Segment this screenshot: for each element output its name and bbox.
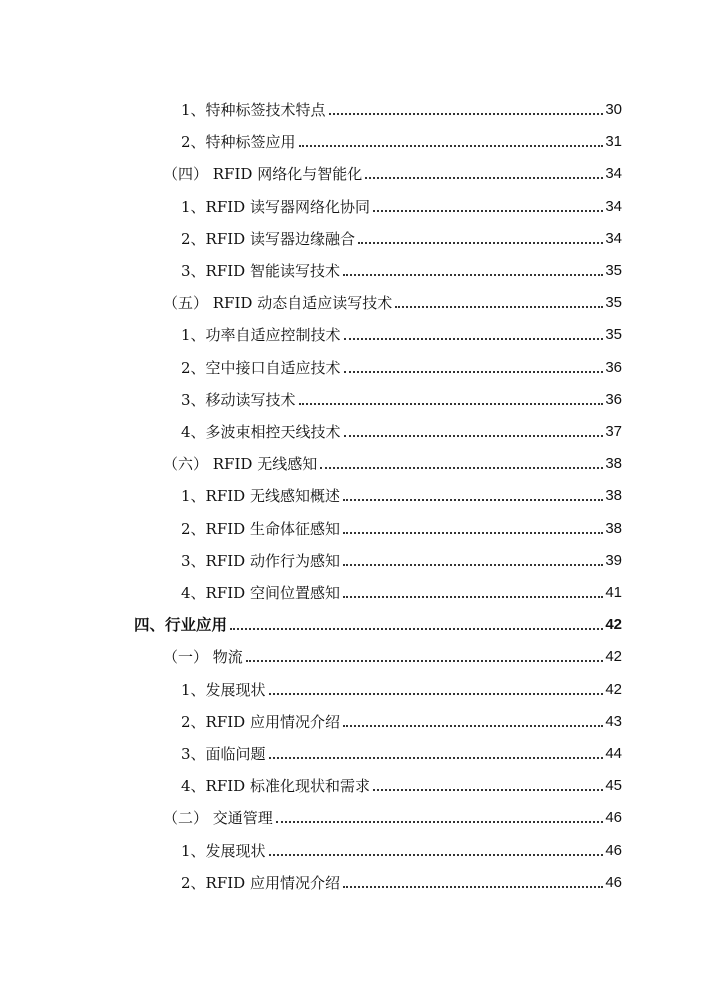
toc-entry-page-number: 38 <box>605 519 622 537</box>
toc-entry-label: 1、RFID 无线感知概述 <box>181 487 340 506</box>
toc-leader-dots <box>343 886 603 888</box>
toc-leader-dots <box>269 693 604 695</box>
toc-entry[interactable] <box>163 639 622 667</box>
toc-leader-dots <box>395 306 603 308</box>
toc-entry-label: 3、面临问题 <box>181 745 266 763</box>
toc-entry-label: （一） 物流 <box>163 648 243 667</box>
toc-entry-page-number: 36 <box>605 390 622 408</box>
toc-entry-label: 2、RFID 读写器边缘融合 <box>181 229 355 248</box>
toc-entry[interactable] <box>181 124 622 152</box>
toc-entry[interactable] <box>181 478 622 506</box>
toc-entry[interactable] <box>181 317 622 345</box>
toc-leader-dots <box>269 757 604 759</box>
toc-entry-label: 3、RFID 动作行为感知 <box>181 551 340 570</box>
toc-leader-dots <box>343 596 603 598</box>
toc-leader-dots <box>269 854 604 856</box>
toc-entry[interactable] <box>163 446 622 474</box>
toc-entry[interactable] <box>134 607 622 635</box>
toc-entry[interactable] <box>181 350 622 378</box>
toc-entry-label: 2、RFID 应用情况介绍 <box>181 712 340 731</box>
toc-leader-dots <box>343 499 603 501</box>
toc-entry-page-number: 44 <box>605 745 622 762</box>
toc-entry-label: 4、RFID 标准化现状和需求 <box>181 777 370 796</box>
toc-entry-page-number: 42 <box>605 680 622 698</box>
toc-leader-dots <box>246 660 604 662</box>
toc-leader-dots <box>343 532 603 534</box>
toc-entry-page-number: 38 <box>605 455 622 473</box>
toc-entry-label: （六） RFID 无线感知 <box>163 455 318 474</box>
toc-entry-page-number: 36 <box>605 358 622 376</box>
toc-entry[interactable] <box>181 575 622 603</box>
toc-leader-dots <box>299 403 604 405</box>
toc-entry[interactable] <box>181 189 622 217</box>
toc-entry-page-number: 34 <box>605 165 622 183</box>
toc-entry-page-number: 45 <box>605 777 622 795</box>
toc-entry-page-number: 46 <box>605 809 622 827</box>
toc-entry[interactable] <box>181 672 622 700</box>
toc-entry[interactable] <box>181 92 622 120</box>
toc-leader-dots <box>373 210 603 212</box>
toc-entry-page-number: 42 <box>605 648 622 666</box>
toc-entry-label: 2、RFID 应用情况介绍 <box>181 873 340 892</box>
toc-leader-dots <box>365 177 603 179</box>
toc-entry-label: 1、特种标签技术特点 <box>181 101 326 119</box>
toc-entry[interactable] <box>181 221 622 249</box>
toc-entry-page-number: 42 <box>605 616 622 634</box>
toc-entry-page-number: 31 <box>605 133 622 151</box>
toc-leader-dots <box>373 789 603 791</box>
toc-entry-page-number: 39 <box>605 551 622 569</box>
toc-entry-page-number: 35 <box>605 326 622 344</box>
toc-leader-dots <box>344 338 604 340</box>
toc-entry-label: 3、移动读写技术 <box>181 390 296 409</box>
toc-leader-dots <box>358 242 603 244</box>
toc-entry-page-number: 30 <box>605 101 622 118</box>
toc-entry-label: 1、发展现状 <box>181 841 266 860</box>
toc-entry-page-number: 38 <box>605 487 622 505</box>
toc-leader-dots <box>344 371 604 373</box>
toc-leader-dots <box>343 274 603 276</box>
toc-entry-label: 1、功率自适应控制技术 <box>181 326 341 345</box>
toc-entry-label: （二） 交通管理 <box>163 809 273 828</box>
toc-entry-label: 3、RFID 智能读写技术 <box>181 262 340 280</box>
toc-entry-label: 2、特种标签应用 <box>181 133 296 152</box>
toc-entry[interactable] <box>163 156 622 184</box>
toc-entry-page-number: 35 <box>605 294 622 312</box>
toc-entry-label: 4、多波束相控天线技术 <box>181 423 341 441</box>
toc-leader-dots <box>230 628 603 630</box>
toc-entry-page-number: 35 <box>605 262 622 279</box>
toc-entry-label: 2、空中接口自适应技术 <box>181 358 341 377</box>
toc-entry-label: 1、RFID 读写器网络化协同 <box>181 197 370 216</box>
toc-entry[interactable] <box>181 865 622 893</box>
toc-entry[interactable] <box>181 511 622 539</box>
toc-entry[interactable] <box>181 414 622 442</box>
toc-entry-page-number: 46 <box>605 841 622 859</box>
toc-entry-label: 4、RFID 空间位置感知 <box>181 584 340 602</box>
toc-entry[interactable] <box>181 543 622 571</box>
toc-entry-label: 1、发展现状 <box>181 680 266 699</box>
toc-entry[interactable] <box>181 704 622 732</box>
toc-leader-dots <box>276 821 604 823</box>
toc-entry[interactable] <box>181 768 622 796</box>
toc-entry[interactable] <box>181 253 622 281</box>
toc-entry-page-number: 43 <box>605 712 622 730</box>
toc-entry[interactable] <box>181 833 622 861</box>
toc-entry-page-number: 46 <box>605 873 622 891</box>
toc-entry-label: （五） RFID 动态自适应读写技术 <box>163 294 393 313</box>
toc-leader-dots <box>344 435 604 437</box>
toc-entry-page-number: 37 <box>605 423 622 440</box>
toc-entry-label: 2、RFID 生命体征感知 <box>181 519 340 538</box>
toc-entry[interactable] <box>163 285 622 313</box>
toc-leader-dots <box>299 145 604 147</box>
toc-leader-dots <box>329 113 604 115</box>
toc-leader-dots <box>343 725 603 727</box>
toc-entry-page-number: 34 <box>605 229 622 247</box>
toc-entry[interactable] <box>181 736 622 764</box>
toc-entry-label: （四） RFID 网络化与智能化 <box>163 165 363 184</box>
toc-entry-label: 四、行业应用 <box>134 615 228 635</box>
toc-entry[interactable] <box>163 800 622 828</box>
toc-leader-dots <box>320 467 603 469</box>
toc-entry[interactable] <box>181 382 622 410</box>
toc-entry-page-number: 41 <box>605 584 622 601</box>
toc-entry-page-number: 34 <box>605 197 622 215</box>
toc-leader-dots <box>343 564 603 566</box>
